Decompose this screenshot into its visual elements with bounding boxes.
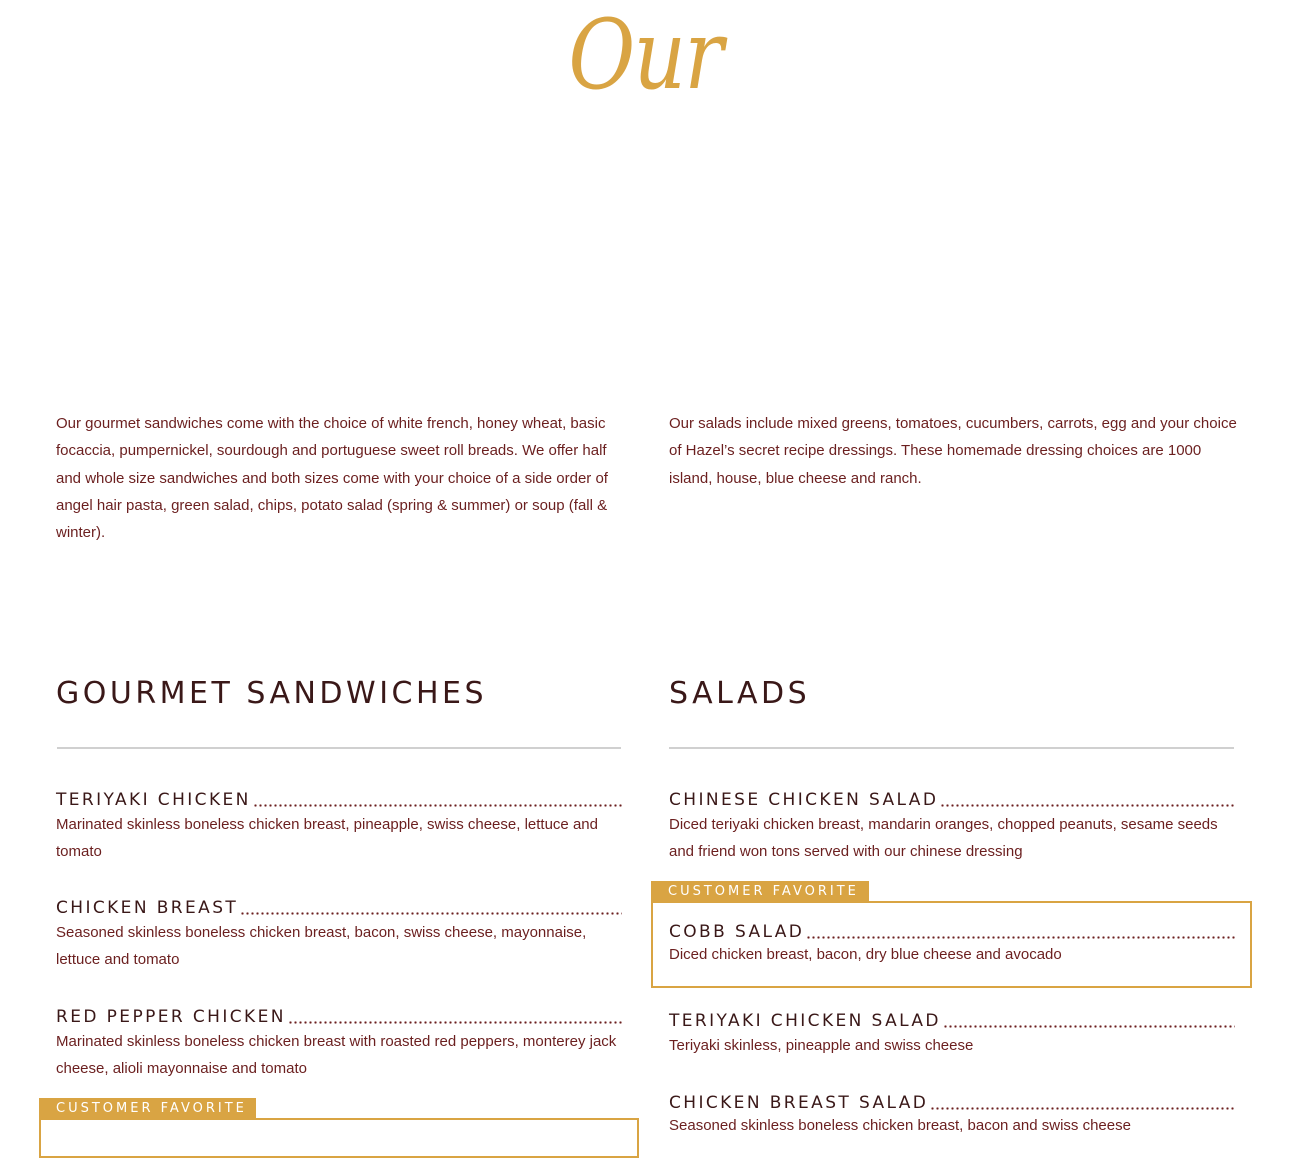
menu-item-title-row xyxy=(56,787,622,811)
menu-item-name: RED PEPPER CHICKEN xyxy=(56,1007,286,1027)
menu-item-title-row xyxy=(669,1090,1235,1114)
menu-item-name: TERIYAKI CHICKEN SALAD xyxy=(669,1011,941,1031)
dotted-leader xyxy=(288,1021,622,1024)
dotted-leader xyxy=(240,912,622,915)
menu-item-name: TERIYAKI CHICKEN xyxy=(56,790,251,810)
sandwiches-divider xyxy=(57,747,621,749)
menu-item-description: Seasoned skinless boneless chicken breast, bacon, swiss cheese, mayonnaise, lettuce and tomato xyxy=(56,924,587,968)
menu-item-cobb-salad xyxy=(669,919,1235,966)
customer-favorite-box xyxy=(39,1118,639,1158)
dotted-leader xyxy=(943,1025,1235,1028)
dotted-leader xyxy=(930,1107,1235,1110)
menu-item-teriyaki-chicken xyxy=(56,787,622,865)
menu-item-title-row xyxy=(669,1008,1235,1032)
menu-item-description: Seasoned skinless boneless chicken breast, bacon and swiss cheese xyxy=(669,1117,1131,1134)
menu-item-name: CHICKEN BREAST xyxy=(56,898,239,918)
script-title: Our xyxy=(568,0,722,111)
menu-item-teriyaki-chicken-salad xyxy=(669,1008,1235,1059)
customer-favorite-badge: CUSTOMER FAVORITE xyxy=(39,1098,256,1119)
dotted-leader xyxy=(806,936,1235,939)
salads-divider xyxy=(669,747,1234,749)
menu-item-description: Marinated skinless boneless chicken breast with roasted red peppers, monterey jack cheese, alioli mayonnaise and tomato xyxy=(56,1033,617,1077)
menu-item-chicken-breast-salad xyxy=(669,1090,1235,1138)
dotted-leader xyxy=(253,804,622,807)
menu-item-title-row xyxy=(669,787,1235,811)
menu-item-title-row xyxy=(56,1004,622,1028)
menu-item-chinese-chicken-salad xyxy=(669,787,1235,865)
menu-item-description: Marinated skinless boneless chicken breast, pineapple, swiss cheese, lettuce and tomato xyxy=(56,816,598,860)
menu-item-name: COBB SALAD xyxy=(669,922,805,942)
menu-item-title-row xyxy=(669,919,1235,943)
menu-item-description: Diced chicken breast, bacon, dry blue cheese and avocado xyxy=(669,946,1062,963)
menu-item-chicken-breast xyxy=(56,895,622,973)
dotted-leader xyxy=(940,804,1235,807)
menu-item-name: CHINESE CHICKEN SALAD xyxy=(669,790,939,810)
menu-item-title-row xyxy=(56,895,622,919)
menu-item-description: Teriyaki skinless, pineapple and swiss cheese xyxy=(669,1037,974,1054)
menu-item-red-pepper-chicken xyxy=(56,1004,622,1082)
sandwiches-heading: GOURMET SANDWICHES xyxy=(56,676,488,711)
menu-item-description: Diced teriyaki chicken breast, mandarin oranges, chopped peanuts, sesame seeds and friend won tons served with our chinese dressing xyxy=(669,816,1218,860)
sandwiches-intro: Our gourmet sandwiches come with the choice of white french, honey wheat, basic focaccia, pumpernickel, sourdough and portuguese sweet roll breads. We offer half and whole size sandwiches and both sizes come with your choice of a side order of angel hair pasta, green salad, chips, potato salad (spring & summer) or soup (fall & winter). xyxy=(56,415,608,542)
salads-intro: Our salads include mixed greens, tomatoes, cucumbers, carrots, egg and your choice of Hazel’s secret recipe dressings. These homemade dressing choices are 1000 island, house, blue cheese and ranch. xyxy=(669,415,1237,487)
salads-heading: SALADS xyxy=(669,676,811,711)
menu-item-name: CHICKEN BREAST SALAD xyxy=(669,1093,929,1113)
customer-favorite-badge: CUSTOMER FAVORITE xyxy=(651,881,869,902)
